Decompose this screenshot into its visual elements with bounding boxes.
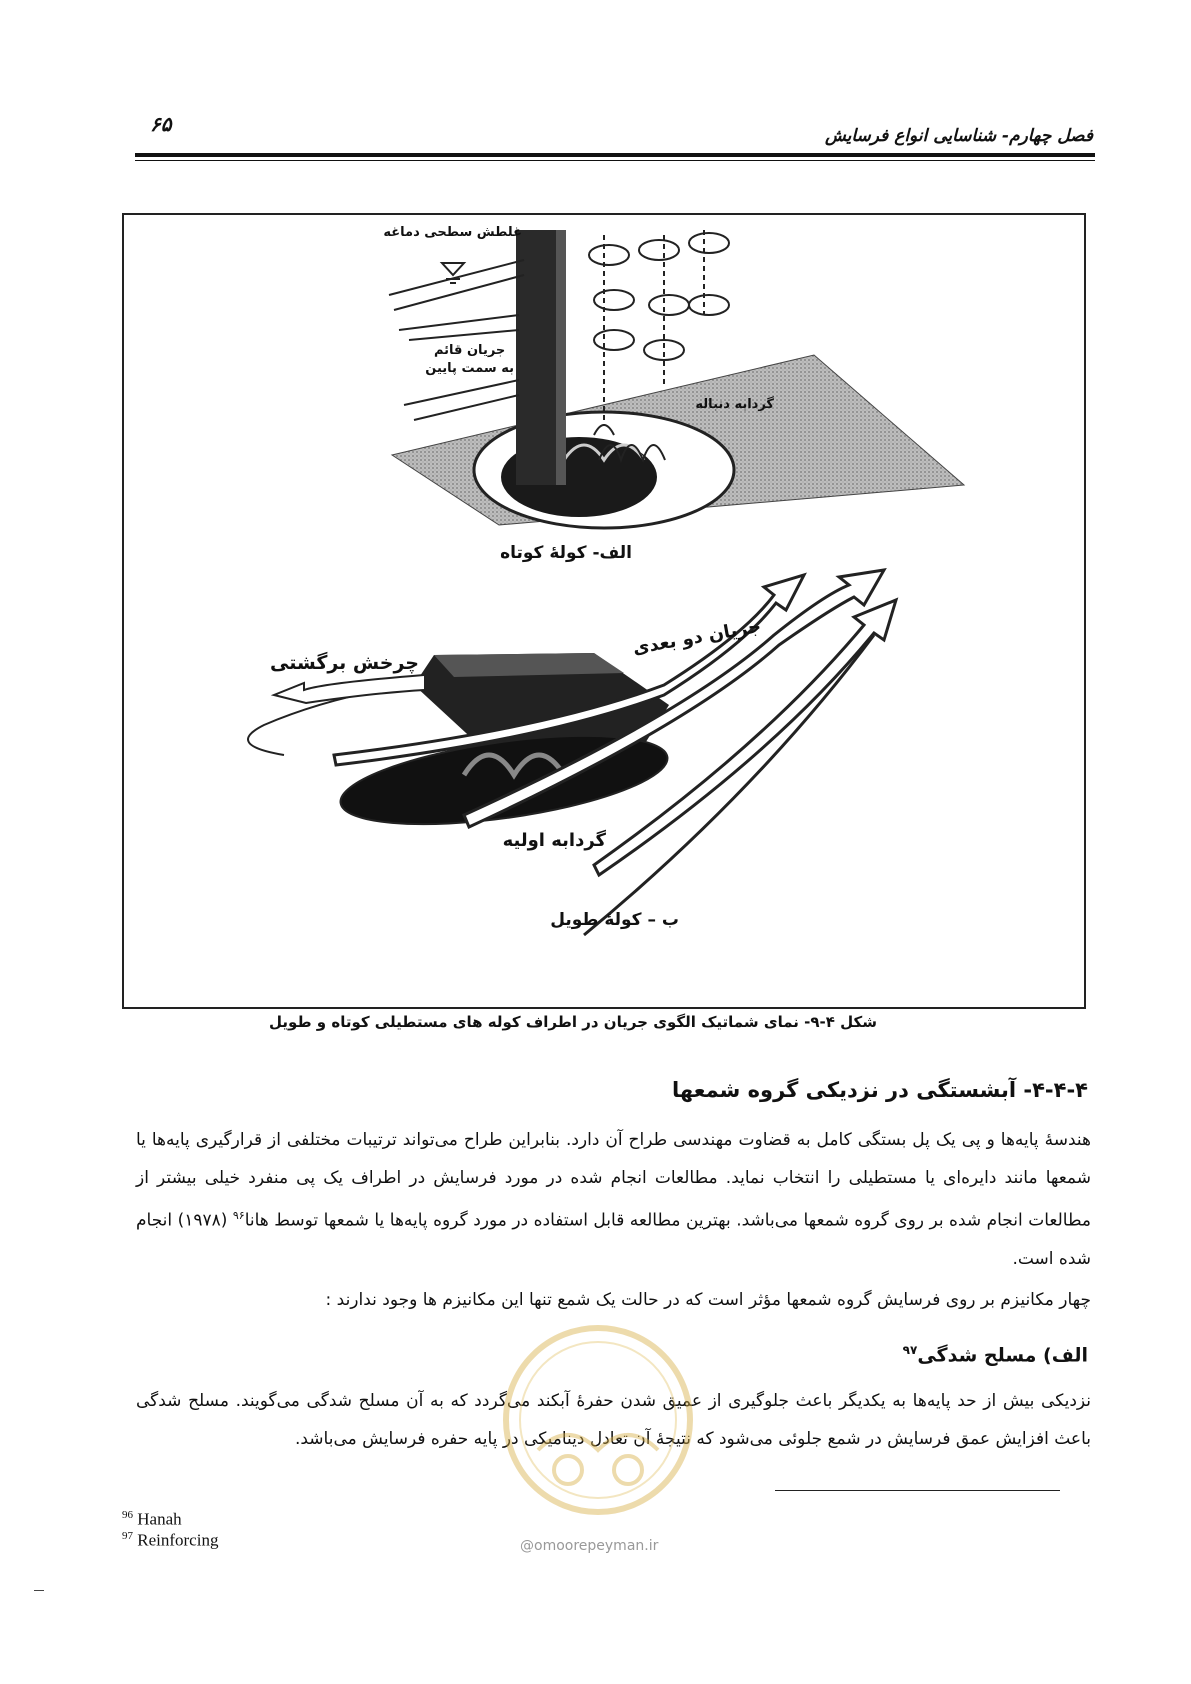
header-rule-thick (135, 153, 1095, 157)
label-part-b: ب – کولهٔ طویل (550, 910, 679, 930)
subheading-reinforcing: الف) مسلح شدگی$^{۹۷}$ (902, 1343, 1088, 1367)
label-two-d-flow: جریان دو بعدی (631, 615, 763, 660)
paragraph-geometry: هندسهٔ پایه‌ها و پی یک پل بستگی کامل به قضاوت مهندسی طراح آن دارد. بنابراین طراح می‌تواند ترتیبات مختلفی از قرارگیری پایه‌ها یا شمعها مانند دایره‌ای یا مستطیلی را انتخاب نماید. مطالعات انجام شده در مورد فرسایش در اطراف یک پی منفرد خیلی بیشتر از مطالعات انجام شده بر روی گروه شمعها می‌باشد. بهترین مطالعه قابل استفاده در مورد گروه پایه‌ها یا شمعها توسط هانا$^{۹۶}$ (۱۹۷۸) انجام شده است. (136, 1130, 1091, 1269)
footnote-rule (775, 1490, 1060, 1491)
label-part-a: الف- کولهٔ کوتاه (500, 543, 632, 563)
part-a-drawing (389, 230, 964, 528)
footnote-96: $^{96}$ Hanah (122, 1509, 182, 1529)
watermark-site: @omoorepeyman.ir (520, 1538, 659, 1554)
downflow-arrows (389, 260, 524, 420)
label-water-surface: غلطش سطحی دماغه (383, 225, 522, 240)
section-heading: ۴-۴-۴- آبشستگی در نزدیکی گروه شمعها (671, 1078, 1088, 1102)
part-b-drawing (248, 570, 896, 935)
label-downflow: جریان قائم به سمت پایین (425, 343, 514, 376)
label-backspin: چرخش برگشتی (270, 652, 419, 674)
figure-caption: شکل ۴-۹- نمای شماتیک الگوی جریان در اطراف کوله های مستطیلی کوتاه و طویل (269, 1013, 877, 1031)
edge-mark (34, 1590, 44, 1591)
flow-arrows (334, 570, 896, 935)
watermark-logo (498, 1320, 698, 1520)
footnote-ref-97: ۹۷ (902, 1343, 918, 1357)
footnote-ref-96: ۹۶ (232, 1209, 245, 1222)
figure-frame (122, 213, 1086, 1009)
footnote-97: $^{97}$ Reinforcing (122, 1530, 219, 1550)
paragraph-mechanisms: چهار مکانیزم بر روی فرسایش گروه شمعها مؤثر است که در حالت یک شمع تنها این مکانیزم ها وجود ندارند : (325, 1290, 1091, 1310)
page-number: ۶۵ (150, 112, 172, 136)
label-primary-vortex: گردابه اولیه (502, 830, 606, 851)
header-rule-thin (135, 160, 1095, 161)
paragraph-reinforcing: نزدیکی بیش از حد پایه‌ها به یکدیگر باعث جلوگیری از عمیق شدن حفرهٔ آبکند می‌گردد که به آن مسلح شدگی می‌گویند. مسلح شدگی باعث افزایش عمق فرسایش در شمع جلوئی می‌شود که نتیجهٔ آن تعادل دینامیکی در پایه حفره فرسایش می‌باشد. (136, 1391, 1091, 1449)
flow-pattern-illustration (124, 215, 1084, 1007)
label-wake-vortex: گردابه دنباله (695, 397, 774, 412)
chapter-title: فصل چهارم- شناسایی انواع فرسایش (824, 126, 1093, 146)
